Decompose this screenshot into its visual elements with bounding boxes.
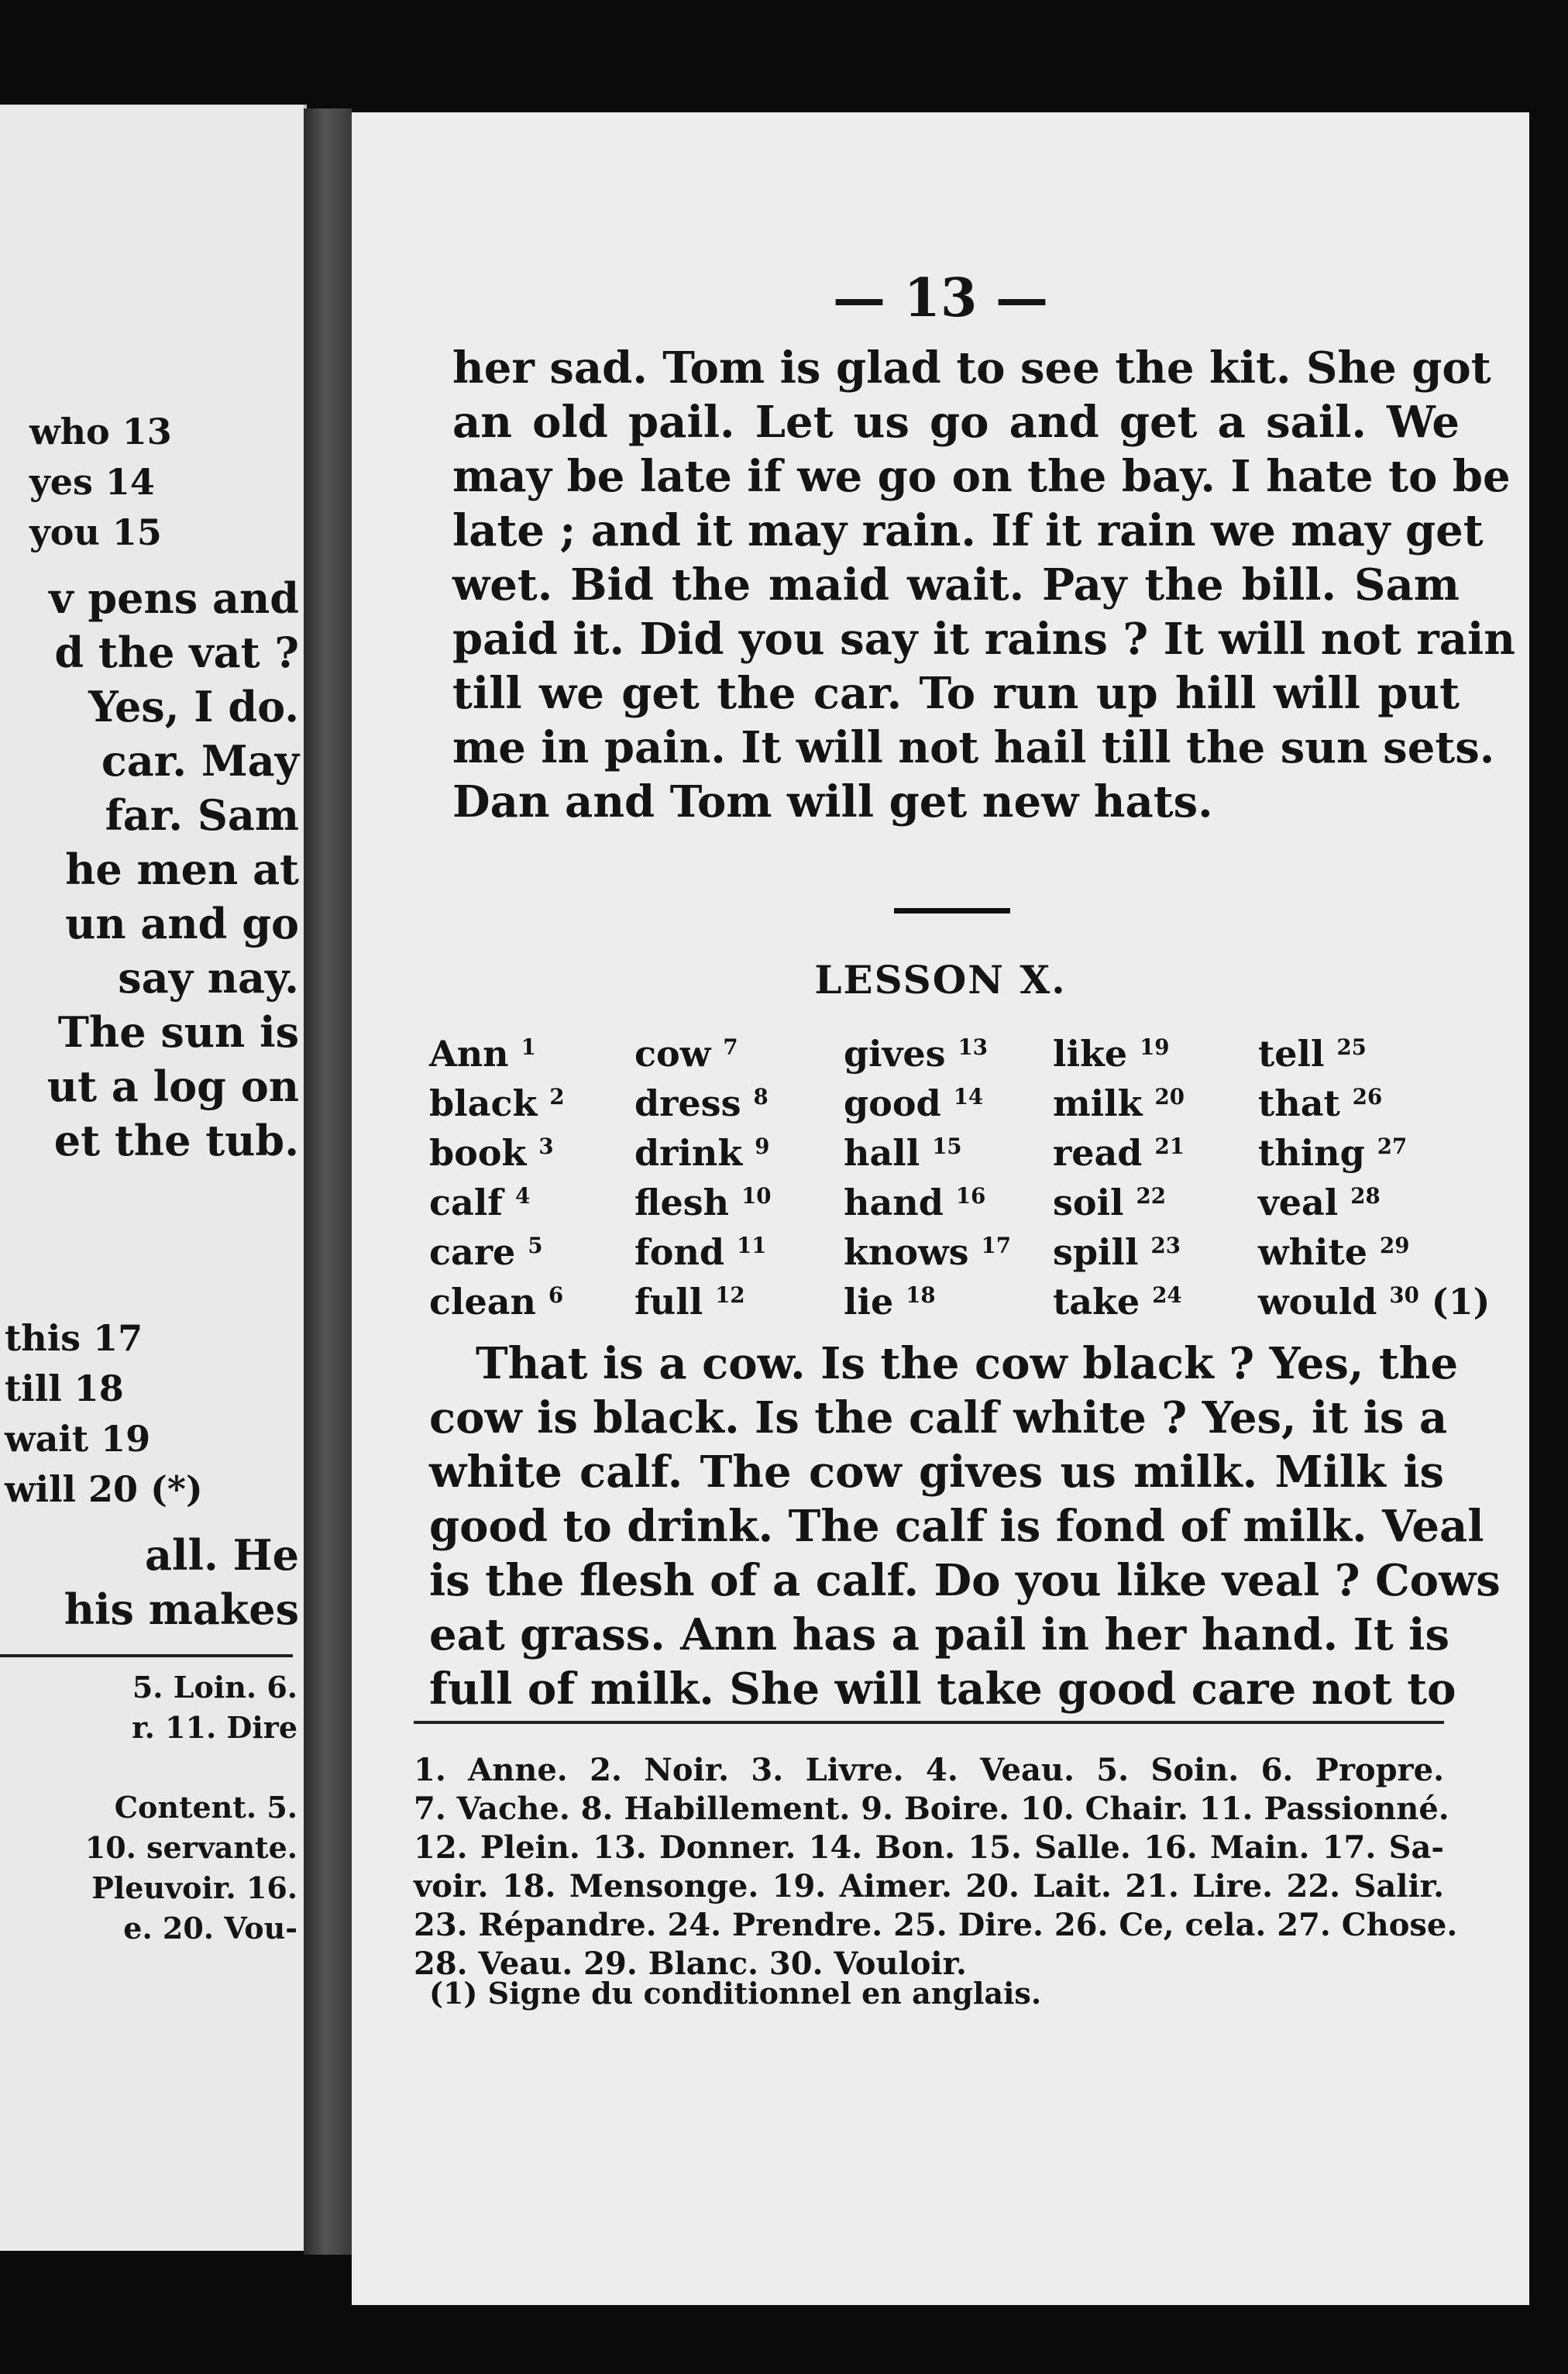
vocab-word [429, 1221, 662, 1274]
vocab-word [429, 1271, 662, 1323]
vocab-word [429, 1072, 662, 1125]
vocab-word-number: 14 [953, 1084, 984, 1110]
vocab-word-number: 13 [958, 1034, 988, 1060]
paragraph-1 [452, 341, 1515, 829]
left-vocab-item: wait 19 [5, 1418, 151, 1460]
vocab-word-number: 8 [753, 1084, 769, 1110]
left-footnote-line: Pleuvoir. 16. [91, 1870, 297, 1905]
vocab-word [429, 1172, 662, 1224]
vocab-word-text: good [844, 1082, 954, 1125]
text-line: me in pain. It will not hail till the sun sets. [452, 722, 1495, 773]
text-line: an old pail. Let us go and get a sail. We [452, 397, 1460, 448]
vocab-word-number: 16 [955, 1183, 986, 1209]
vocab-word [844, 1221, 1076, 1274]
vocab-word-number: 3 [538, 1134, 554, 1159]
vocab-word-text: drink [634, 1132, 755, 1175]
left-text-line: The sun is [57, 1007, 299, 1057]
vocab-word-text: Ann [429, 1033, 521, 1075]
vocab-word [1258, 1122, 1491, 1175]
vocab-word-number: 2 [549, 1084, 565, 1110]
vocab-word-number: 6 [548, 1282, 564, 1308]
left-text-line: un and go [65, 899, 299, 948]
text-line: That is a cow. Is the cow black ? Yes, the [476, 1338, 1459, 1389]
left-vocab-item: who 13 [29, 411, 172, 452]
vocab-word-number: 18 [906, 1282, 936, 1308]
vocab-word-text: calf [429, 1182, 516, 1224]
paragraph-2 [429, 1337, 1501, 1716]
footnote-line: voir. 18. Mensonge. 19. Aimer. 20. Lait. 21. Lire. 22. Salir. [414, 1868, 1444, 1904]
vocab-word-text: knows [844, 1231, 982, 1274]
text-line: is the flesh of a calf. Do you like veal ? Cows [429, 1555, 1501, 1606]
vocab-word-text: hall [844, 1132, 933, 1175]
vocab-word-text: read [1053, 1132, 1155, 1175]
left-footnote-line: r. 11. Dire [132, 1710, 297, 1745]
vocab-word-text: take [1053, 1281, 1153, 1323]
vocab-word [1053, 1172, 1285, 1224]
vocab-word-text: fond [634, 1231, 738, 1274]
vocab-word-number: 22 [1136, 1183, 1166, 1209]
left-page [0, 105, 307, 2251]
vocab-word [1053, 1271, 1285, 1323]
vocab-word [429, 1023, 662, 1075]
vocab-word-number: 28 [1350, 1183, 1381, 1209]
vocab-word [1053, 1122, 1285, 1175]
vocab-word-text: cow [634, 1033, 724, 1075]
vocab-word-text: that [1258, 1082, 1353, 1125]
left-text-line: say nay. [118, 953, 299, 1003]
vocab-column [634, 1023, 867, 1323]
vocab-word-number: 20 [1154, 1084, 1185, 1110]
left-footnote-line: 10. servante. [84, 1830, 297, 1865]
vocab-word-number: 17 [981, 1233, 1011, 1258]
left-vocab-item: will 20 (*) [5, 1468, 203, 1510]
vocab-word-number: 15 [932, 1134, 962, 1159]
vocab-word-number: 29 [1380, 1233, 1410, 1258]
vocab-word [429, 1122, 662, 1175]
vocab-word [634, 1023, 867, 1075]
footnote-line: 12. Plein. 13. Donner. 14. Bon. 15. Salle. 16. Main. 17. Sa- [414, 1829, 1444, 1866]
left-footnote-line: e. 20. Vou- [123, 1911, 297, 1946]
vocab-column [844, 1023, 1076, 1323]
vocab-word [1258, 1172, 1491, 1224]
vocab-word-number: 11 [737, 1233, 767, 1258]
vocab-word [1258, 1023, 1491, 1075]
separator-rule [894, 908, 1010, 913]
left-text-line: far. Sam [105, 790, 299, 840]
footnote-line: 23. Répandre. 24. Prendre. 25. Dire. 26. Ce, cela. 27. Chose. [414, 1907, 1458, 1943]
text-line: Dan and Tom will get new hats. [452, 776, 1213, 827]
vocab-word-number: 12 [715, 1282, 745, 1308]
left-text-line: v pens and [49, 573, 299, 623]
footnote-rule [414, 1721, 1444, 1724]
vocab-word-text: would [1258, 1281, 1390, 1323]
left-footnote-line: Content. 5. [114, 1790, 297, 1825]
vocab-word [634, 1172, 867, 1224]
vocab-word [634, 1221, 867, 1274]
vocab-word-number: 5 [528, 1233, 543, 1258]
text-line: white calf. The cow gives us milk. Milk is [429, 1447, 1444, 1498]
left-text-line: Yes, I do. [88, 682, 299, 731]
vocab-word [634, 1122, 867, 1175]
text-line: may be late if we go on the bay. I hate to be [452, 451, 1511, 502]
vocab-word-text: milk [1053, 1082, 1155, 1125]
vocab-word-text: spill [1053, 1231, 1151, 1274]
vocab-word [1053, 1221, 1285, 1274]
vocab-word-number: 19 [1140, 1034, 1170, 1060]
left-text-line: ut a log on [46, 1061, 299, 1111]
vocab-word-text: white [1258, 1231, 1381, 1274]
left-vocab-item: you 15 [29, 511, 162, 553]
vocab-word-number: 7 [723, 1034, 738, 1060]
vocab-word-text: book [429, 1132, 539, 1175]
footnote-line: 28. Veau. 29. Blanc. 30. Vouloir. [414, 1946, 967, 1982]
vocab-word-number: 21 [1154, 1134, 1185, 1159]
vocab-word-text: full [634, 1281, 716, 1323]
vocab-column [1258, 1023, 1491, 1323]
lesson-title: LESSON X. [814, 957, 1067, 1003]
vocab-word [844, 1172, 1076, 1224]
vocab-word-text: tell [1258, 1033, 1337, 1075]
vocab-word-number: 25 [1336, 1034, 1367, 1060]
vocab-word-text: veal [1258, 1182, 1351, 1224]
vocab-word [844, 1072, 1076, 1125]
footnote-line: 7. Vache. 8. Habillement. 9. Boire. 10. Chair. 11. Passionné. [414, 1791, 1449, 1827]
vocab-word-number: 27 [1377, 1134, 1408, 1159]
vocab-word [634, 1072, 867, 1125]
footnote-line: 1. Anne. 2. Noir. 3. Livre. 4. Veau. 5. Soin. 6. Propre. [414, 1752, 1444, 1788]
vocab-word-text: flesh [634, 1182, 742, 1224]
left-text-line: et the tub. [53, 1116, 299, 1165]
vocab-word-number: 24 [1152, 1282, 1182, 1308]
vocab-word [844, 1023, 1076, 1075]
left-vocab-item: till 18 [5, 1368, 124, 1409]
vocab-word-text: dress [634, 1082, 754, 1125]
vocab-column [429, 1023, 662, 1323]
text-line: good to drink. The calf is fond of milk. Veal [429, 1501, 1484, 1552]
left-footnote-line: 5. Loin. 6. [132, 1670, 297, 1705]
vocab-word-number: 4 [515, 1183, 531, 1209]
vocab-word-text: gives [844, 1033, 958, 1075]
left-vocab-item: yes 14 [29, 461, 155, 503]
book-gutter [304, 108, 352, 2255]
text-line: till we get the car. To run up hill will put [452, 668, 1460, 719]
vocab-word [1258, 1271, 1491, 1323]
vocab-word-marker: (1) [1418, 1281, 1491, 1323]
vocab-word-text: thing [1258, 1132, 1377, 1175]
text-line: her sad. Tom is glad to see the kit. She got [452, 342, 1491, 394]
text-line: cow is black. Is the calf white ? Yes, it is a [429, 1392, 1448, 1443]
left-text-line: car. May [101, 736, 299, 786]
text-line: late ; and it may rain. If it rain we may get [452, 505, 1484, 556]
vocab-word-text: black [429, 1082, 550, 1125]
vocab-word-text: lie [844, 1281, 906, 1323]
vocab-word [1053, 1023, 1285, 1075]
vocab-word [1258, 1221, 1491, 1274]
vocab-word-text: clean [429, 1281, 549, 1323]
conditional-marker-note: (1) Signe du conditionnel en anglais. [429, 1976, 1042, 2011]
vocab-word-number: 1 [521, 1034, 536, 1060]
left-text-line: his makes [64, 1584, 299, 1634]
left-footnote-rule [0, 1654, 293, 1657]
left-text-line: he men at [65, 845, 299, 894]
vocab-column [1053, 1023, 1285, 1323]
footnotes [414, 1751, 1458, 1983]
right-page [352, 112, 1529, 2305]
text-line: wet. Bid the maid wait. Pay the bill. Sam [452, 559, 1460, 611]
vocab-word-number: 10 [741, 1183, 772, 1209]
vocab-word-text: care [429, 1231, 528, 1274]
left-vocab-item: this 17 [5, 1317, 143, 1359]
text-line: eat grass. Ann has a pail in her hand. It is [429, 1609, 1449, 1660]
left-text-line: d the vat ? [54, 628, 299, 677]
vocab-word-text: hand [844, 1182, 956, 1224]
vocab-word-number: 23 [1150, 1233, 1181, 1258]
vocab-word-number: 26 [1352, 1084, 1383, 1110]
text-line: paid it. Did you say it rains ? It will not rain [452, 614, 1515, 665]
text-line: full of milk. She will take good care not to [429, 1664, 1456, 1715]
vocab-word [1053, 1072, 1285, 1125]
vocab-word [844, 1271, 1076, 1323]
vocab-word-number: 9 [755, 1134, 770, 1159]
vocab-word [844, 1122, 1076, 1175]
vocab-word-text: soil [1053, 1182, 1136, 1224]
vocab-word-text: like [1053, 1033, 1140, 1075]
page-number: — 13 — [833, 267, 1048, 329]
vocab-word [634, 1271, 867, 1323]
left-text-line: all. He [145, 1530, 299, 1580]
vocab-word [1258, 1072, 1491, 1125]
vocab-word-number: 30 [1389, 1282, 1419, 1308]
